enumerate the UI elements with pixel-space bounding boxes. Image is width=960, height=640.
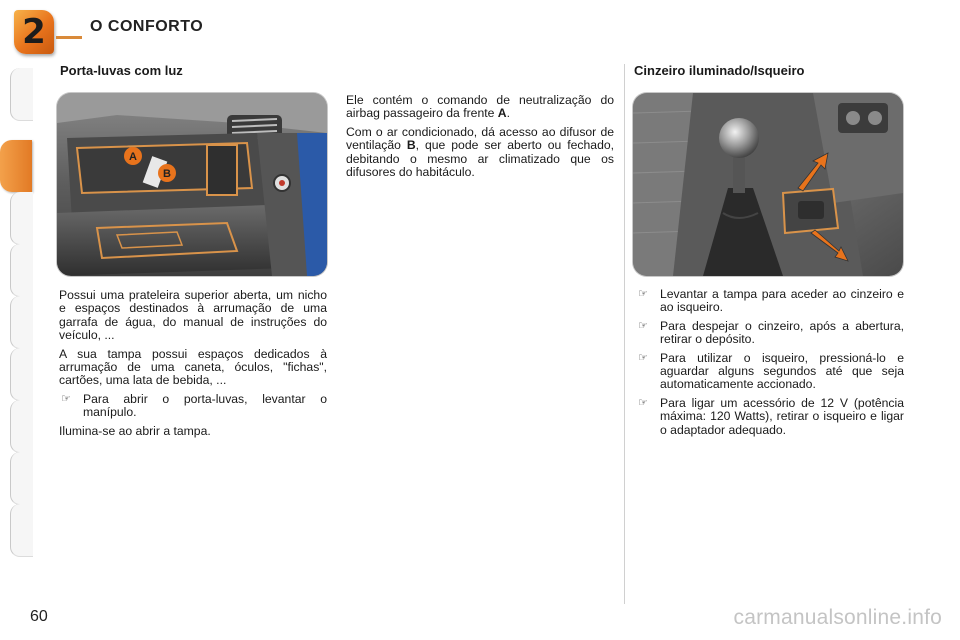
- glovebox-para-1: Possui uma prateleira superior aberta, um nicho e espaços destinados à arrumação de uma garrafa de água, do manual de instruções do veículo, ...: [59, 288, 327, 343]
- list-item: [636, 352, 904, 392]
- glovebox-bullet-1: Para abrir o porta-luvas, levantar o manípulo.: [83, 391, 327, 420]
- chapter-tab-8[interactable]: [10, 452, 33, 505]
- column-divider: [624, 64, 625, 604]
- ashtray-photo: [633, 93, 903, 276]
- marker-b: B: [163, 168, 171, 180]
- middle-para-2: [346, 126, 614, 180]
- middle-para-1-ref: A: [497, 106, 507, 121]
- glovebox-illustration: [57, 93, 327, 276]
- chapter-tab-6[interactable]: [10, 348, 33, 401]
- hand-pointer-icon: ☞: [61, 392, 71, 405]
- chapter-tab-4[interactable]: [10, 244, 33, 297]
- middle-para-1-text: Ele contém o comando de neutralização do airbag passageiro da frente: [346, 93, 614, 121]
- hand-pointer-icon: ☞: [638, 396, 648, 409]
- ashtray-bullet-4: Para ligar um acessório de 12 V (potência máxima: 120 Watts), retirar o isqueiro e ligar o adaptador adequado.: [660, 395, 904, 437]
- chapter-tab-1[interactable]: [10, 68, 33, 121]
- chapter-number: 2: [22, 12, 46, 52]
- middle-para-2-ref: B: [406, 138, 416, 153]
- page-title: O CONFORTO: [90, 18, 204, 35]
- ashtray-illustration: [633, 93, 903, 276]
- chapter-tabs: [0, 68, 32, 576]
- glovebox-para-3: Ilumina-se ao abrir a tampa.: [59, 423, 211, 438]
- ashtray-bullet-2: Para despejar o cinzeiro, após a abertura, retirar o depósito.: [660, 318, 904, 347]
- ashtray-heading: Cinzeiro iluminado/Isqueiro: [634, 63, 805, 78]
- chapter-badge: [14, 10, 54, 54]
- hand-pointer-icon: ☞: [638, 319, 648, 332]
- middle-para-2-rest: , que pode ser aberto ou fechado, debitando o mesmo ar climatizado que os difusores do habitáculo.: [346, 138, 615, 180]
- list-item: [59, 393, 327, 420]
- glovebox-para-2: A sua tampa possui espaços dedicados à arrumação de uma caneta, óculos, "fichas", cartões, uma lata de bebida, ...: [59, 346, 327, 388]
- hand-pointer-icon: ☞: [638, 288, 648, 300]
- glovebox-photo: [57, 93, 327, 276]
- middle-text: [346, 94, 614, 184]
- glovebox-text: [59, 289, 327, 443]
- list-item: [636, 397, 904, 437]
- hand-pointer-icon: ☞: [638, 351, 648, 364]
- chapter-tab-2-active[interactable]: [0, 140, 32, 192]
- middle-para-1-end: .: [506, 106, 510, 121]
- list-item: [636, 288, 904, 315]
- marker-a: A: [129, 151, 137, 163]
- list-item: [636, 320, 904, 347]
- ashtray-bullet-3: Para utilizar o isqueiro, pressioná-lo e aguardar alguns segundos até que seja automaticamente accionado.: [660, 350, 904, 392]
- ashtray-bullets: [636, 288, 904, 437]
- ashtray-bullet-1: Levantar a tampa para aceder ao cinzeiro e ao isqueiro.: [660, 287, 904, 315]
- ashtray-text: [636, 288, 904, 442]
- chapter-tab-5[interactable]: [10, 296, 33, 349]
- watermark: carmanualsonline.info: [733, 606, 942, 629]
- chapter-tab-3[interactable]: [10, 192, 33, 245]
- chapter-tab-7[interactable]: [10, 400, 33, 453]
- glovebox-heading: Porta-luvas com luz: [60, 63, 183, 78]
- header-line: [56, 36, 82, 39]
- glovebox-bullets: [59, 393, 327, 420]
- page-number: 60: [30, 608, 48, 625]
- chapter-tab-9[interactable]: [10, 504, 33, 557]
- middle-para-2-text: Com o ar condicionado, dá acesso ao difusor de ventilação: [346, 124, 614, 153]
- middle-para-1: [346, 94, 614, 121]
